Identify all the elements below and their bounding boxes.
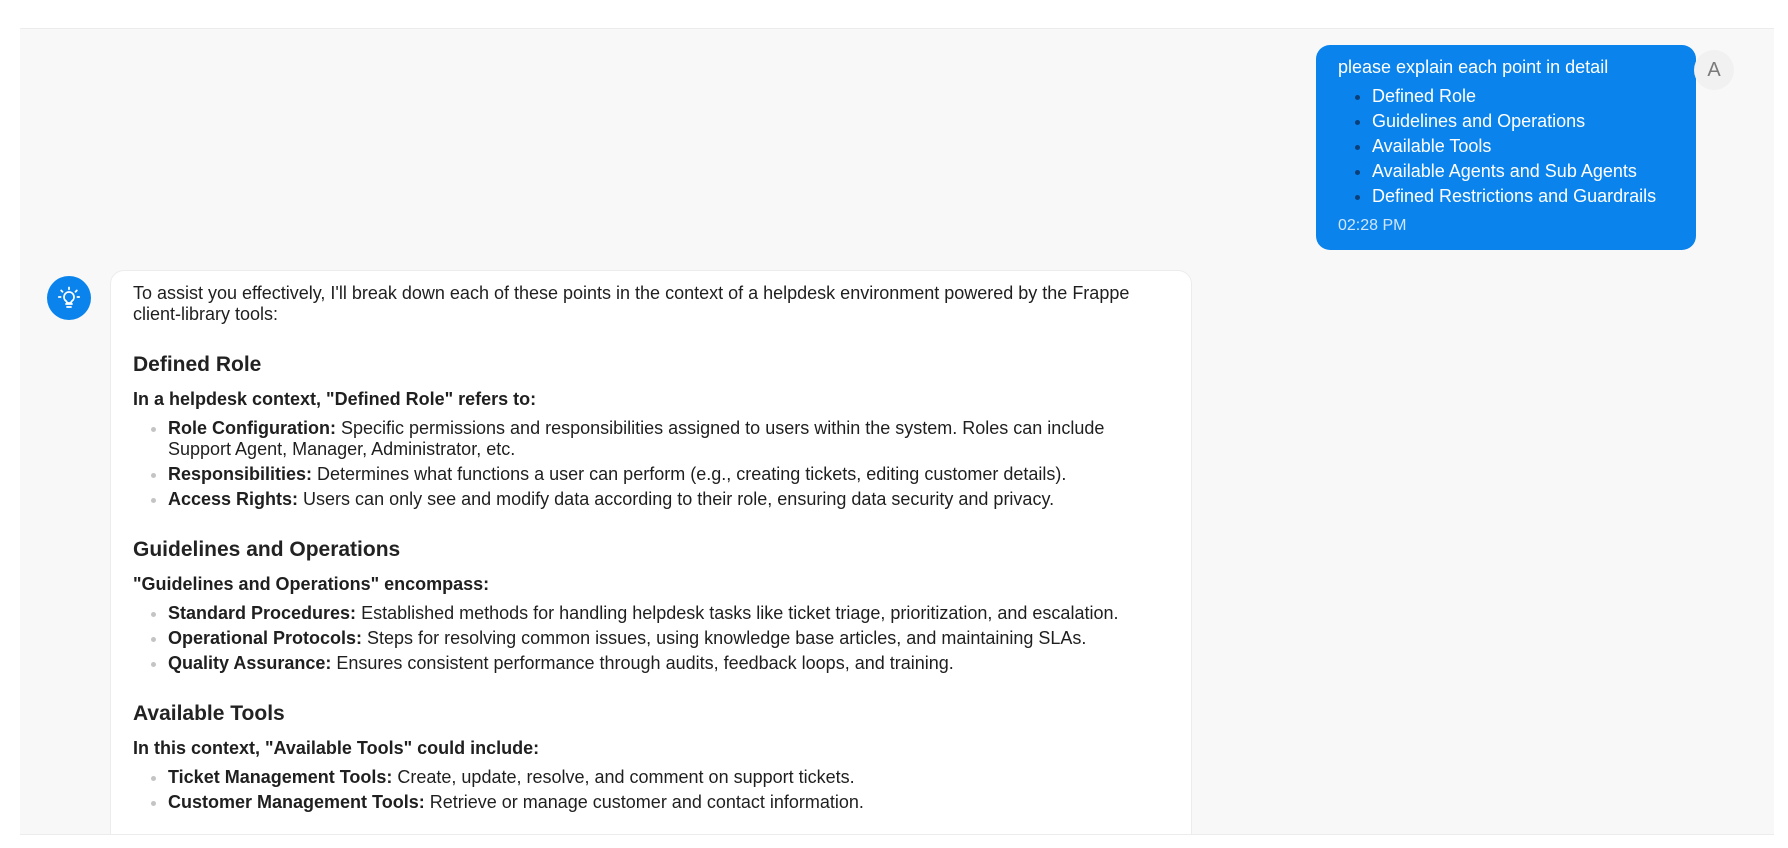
- section-lead: In this context, "Available Tools" could include:: [133, 738, 540, 758]
- item-name: Access Rights:: [168, 489, 299, 509]
- message-timestamp: 02:28 PM: [1338, 217, 1407, 234]
- section-guidelines-and-operations: [133, 537, 1169, 674]
- section-title: Available Tools: [133, 702, 285, 725]
- section-list: [133, 603, 1169, 674]
- section-lead: "Guidelines and Operations" encompass:: [133, 574, 490, 594]
- list-item: [168, 464, 1169, 485]
- list-item: • Available Tools: [1372, 134, 1674, 159]
- user-message-intro: please explain each point in detail: [1338, 57, 1609, 77]
- item-text: Steps for resolving common issues, using knowledge base articles, and maintaining SLAs.: [362, 628, 1087, 648]
- list-item: [168, 628, 1169, 649]
- list-item: [168, 603, 1169, 624]
- list-item: • Defined Role: [1372, 84, 1674, 109]
- lightbulb-icon: [57, 286, 81, 310]
- section-lead: In a helpdesk context, "Defined Role" refers to:: [133, 389, 537, 409]
- section-title: Guidelines and Operations: [133, 538, 401, 561]
- user-avatar: A: [1694, 50, 1734, 90]
- list-item: • Defined Restrictions and Guardrails: [1372, 184, 1674, 209]
- item-name: Role Configuration:: [168, 418, 336, 438]
- list-item: [168, 792, 1169, 813]
- section-list: [133, 767, 1169, 813]
- item-name: Standard Procedures:: [168, 603, 357, 623]
- item-text: Determines what functions a user can perform (e.g., creating tickets, editing customer details).: [312, 464, 1067, 484]
- item-text: Established methods for handling helpdesk tasks like ticket triage, prioritization, and escalation.: [356, 603, 1119, 623]
- item-text: Users can only see and modify data according to their role, ensuring data security and privacy.: [298, 489, 1055, 509]
- list-item: [168, 767, 1169, 788]
- section-available-tools: [133, 701, 1169, 813]
- item-text: Create, update, resolve, and comment on support tickets.: [392, 767, 855, 787]
- user-message-bubble: [1316, 45, 1696, 250]
- chat-panel[interactable]: [20, 28, 1774, 835]
- list-item: [168, 418, 1169, 460]
- user-message-points: [1338, 84, 1674, 209]
- list-item: [168, 489, 1169, 510]
- item-text: Ensures consistent performance through audits, feedback loops, and training.: [331, 653, 954, 673]
- item-name: Ticket Management Tools:: [168, 767, 393, 787]
- item-name: Operational Protocols:: [168, 628, 363, 648]
- list-item: [168, 653, 1169, 674]
- item-name: Customer Management Tools:: [168, 792, 425, 812]
- item-name: Quality Assurance:: [168, 653, 332, 673]
- item-text: Specific permissions and responsibilities assigned to users within the system. Roles can include Support Agent, Manager, Administrator, etc.: [168, 418, 1105, 459]
- item-name: Responsibilities:: [168, 464, 313, 484]
- assistant-intro: To assist you effectively, I'll break down each of these points in the context of a helpdesk environment powered by the Frappe client-library tools:: [133, 283, 1130, 324]
- section-title: Defined Role: [133, 353, 262, 376]
- list-item: • Guidelines and Operations: [1372, 109, 1674, 134]
- item-text: Retrieve or manage customer and contact information.: [424, 792, 864, 812]
- section-list: [133, 418, 1169, 510]
- assistant-avatar: [47, 276, 91, 320]
- assistant-message-bubble: [110, 270, 1192, 835]
- list-item: • Available Agents and Sub Agents: [1372, 159, 1674, 184]
- section-defined-role: [133, 352, 1169, 510]
